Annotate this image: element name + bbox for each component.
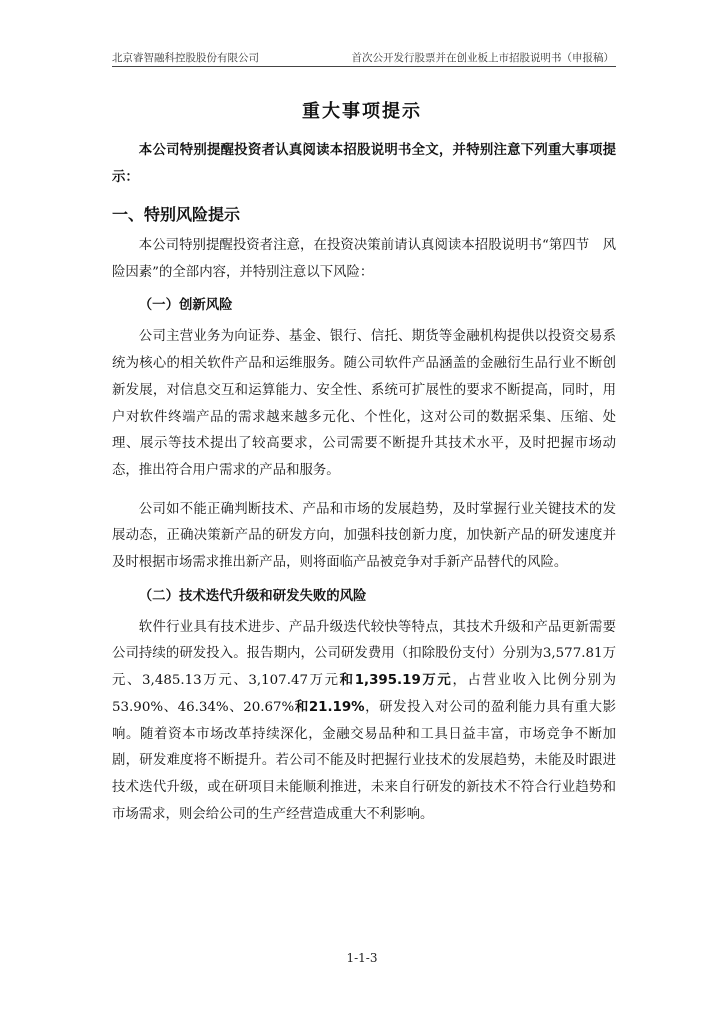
page-number: 1-1-3 [346,951,378,965]
rd-paragraph [112,615,616,829]
section-heading-risk: 一、特别风险提示 [112,205,241,224]
rd-amount-4: 1,395.19万元 [354,673,453,689]
subsection-heading-innovation: （一）创新风险 [138,298,233,314]
document-body [112,137,616,828]
header-document-title: 首次公开发行股票并在创业板上市招股说明书（申报稿） [351,52,614,64]
page-header [112,50,616,67]
section-intro-paragraph: 本公司特别提醒投资者注意，在投资决策前请认真阅读本招股说明书“第四节 风险因素”的全部内容，并特别注意以下风险： [112,238,616,280]
rd-and-1: 和 [339,673,355,689]
rd-text-b: ，占营业收入比例分别为53.90%、46.34%、20.67% [112,673,617,715]
page-title: 重大事项提示 [302,101,422,122]
rd-text-a: 软件行业具有技术进步、产品升级迭代较快等特点，其技术升级和产品更新需要公司持续的研发投入。报告期内，公司研发费用（扣除股份支付）分别为3,577.81万元、3,485.13万元、3,107.47万元 [112,619,616,689]
header-company: 北京睿智融科控股股份有限公司 [112,52,259,64]
rd-text-c: ，研发投入对公司的盈利能力具有重大影响。随着资本市场改革持续深化，金融交易品种和工具日益丰富，市场竞争不断加剧，研发难度将不断提升。若公司不能及时把握行业技术的发展趋势，未能及时跟进技术迭代升级，或在研项目未能顺利推进，未来自行研发的新技术不符合行业趋势和市场需求，则会给公司的生产经营造成重大不利影响。 [112,699,616,822]
intro-paragraph: 本公司特别提醒投资者认真阅读本招股说明书全文，并特别注意下列重大事项提示： [112,143,616,185]
rd-ratio-4: 21.19% [308,699,365,715]
subsection-heading-rd: （二）技术迭代升级和研发失败的风险 [138,588,367,604]
innovation-paragraph-1: 公司主营业务为向证券、基金、银行、信托、期货等金融机构提供以投资交易系统为核心的相关软件产品和运维服务。随公司软件产品涵盖的金融衍生品行业不断创新发展，对信息交互和运算能力、安全性、系统可扩展性的要求不断提高，同时，用户对软件终端产品的需求越来越多元化、个性化，这对公司的数据采集、压缩、处理、展示等技术提出了较高要求，公司需要不断提升其技术水平，及时把握市场动态，推出符合用户需求的产品和服务。 [112,329,616,478]
innovation-paragraph-2: 公司如不能正确判断技术、产品和市场的发展趋势，及时掌握行业关键技术的发展动态，正确决策新产品的研发方向，加强科技创新力度，加快新产品的研发速度并及时根据市场需求推出新产品，则将面临产品被竞争对手新产品替代的风险。 [112,501,616,571]
rd-and-2: 和 [294,699,309,715]
